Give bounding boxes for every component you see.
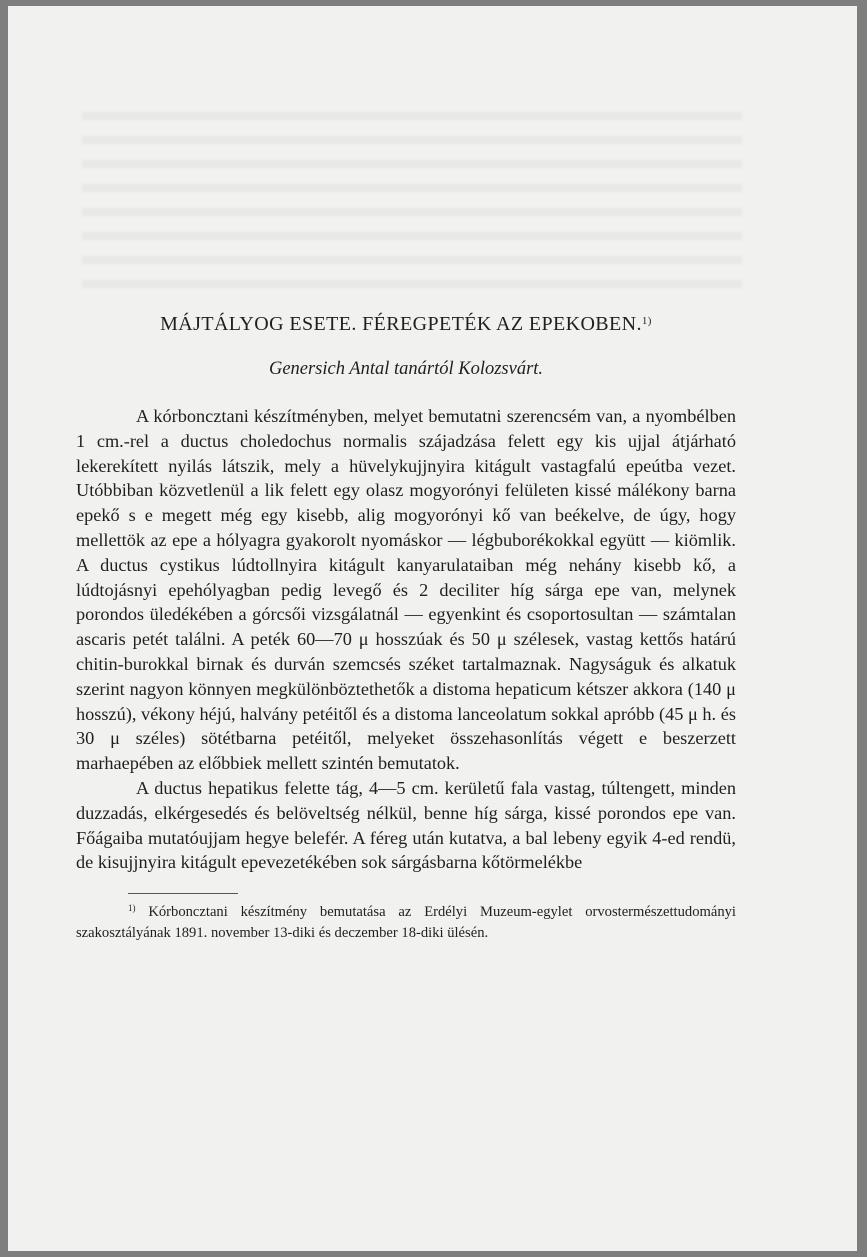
- scanned-page: [8, 6, 857, 1251]
- article-body: [76, 404, 736, 875]
- article: [76, 312, 736, 944]
- paragraph: A kórboncztani készítményben, melyet bemutatni szerencsém van, a nyombélben 1 cm.-rel a ductus choledochus normalis szájadzása felett egy kis ujjal átjárható lekerekített nyilás látszik, mely a hüvelykujjnyira kitágult vastagfalú epeútba vezet. Utóbbiban közvetlenül a lik felett egy olasz mogyorónyi felületen kissé málékony barna epekő s e megett még egy kisebb, alig mogyorónyi kő van beékelve, de úgy, hogy mellettök az epe a hólyagra gyakorolt nyomáskor — légbuborékokkal együtt — kiömlik. A ductus cystikus lúdtollnyira kitágult kanyarulataiban még nehány kisebb kő, a lúdtojásnyi epehólyagban pedig levegő és 2 deciliter híg sárga epe van, melynek porondos üledékében a górcsői vizsgálatnál — egyenkint és csoportosultan — számtalan ascaris petét találni. A peték 60—70 μ hosszúak és 50 μ szélesek, vastag kettős határú chitin-burokkal birnak és durván szemcsés széket tartalmaznak. Nagyságuk és alkatuk szerint nagyon könnyen megkülönböztethetők a distoma hepaticum kétszer akkora (140 μ hosszú), vékony héjú, halvány petéitől és a distoma lanceolatum sokkal apróbb (45 μ h. és 30 μ széles) sötétbarna petéitől, melyeket összehasonlítás végett e beszerzett marhaepében az előbbiek mellett szintén bemutatok.: [76, 406, 736, 774]
- footnote-text: Kórboncztani készítmény bemutatása az Erdélyi Muzeum-egylet orvostermészettudományi szakosztályának 1891. november 13-diki és deczember 18-diki ülésén.: [76, 904, 736, 942]
- bleed-through-shadow: [82, 96, 742, 296]
- paragraph: A ductus hepatikus felette tág, 4—5 cm. kerületű fala vastag, túltengett, minden duzzadás, elkérgesedés és belöveltség nélkül, benne híg sárga, kissé porondos epe van. Főágaiba mutatóujjam hegye belefér. A féreg után kutatva, a bal lebeny egyik 4-ed rendü, de kisujjnyira kitágult epevezetékében sok sárgásbarna kőtörmelékbe: [76, 777, 736, 873]
- footnote-mark: 1): [128, 903, 136, 914]
- article-author: Genersich Antal tanártól Kolozsvárt.: [268, 359, 544, 379]
- article-title: [76, 312, 736, 336]
- article-title-text: MÁJTÁLYOG ESETE. FÉREGPETÉK AZ EPEKOBEN.: [160, 313, 642, 335]
- footnote: [76, 902, 736, 944]
- title-footnote-mark: 1): [641, 315, 652, 327]
- footnote-separator: [128, 893, 238, 894]
